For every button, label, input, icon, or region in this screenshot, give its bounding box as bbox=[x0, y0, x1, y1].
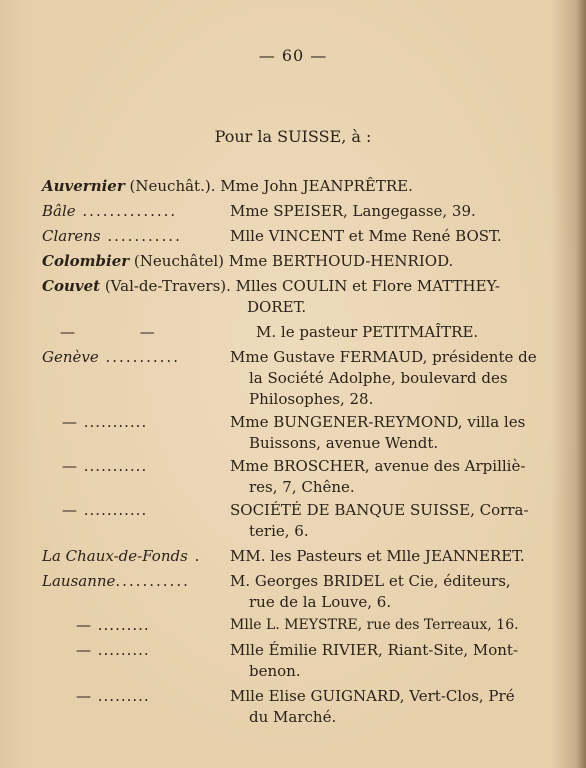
place-note: (Neuchât.). bbox=[124, 177, 221, 195]
ditto-mark: — — bbox=[60, 323, 155, 341]
place-name: Auvernier bbox=[42, 177, 125, 195]
list-item bbox=[0, 571, 586, 613]
place-name: Genève bbox=[42, 348, 99, 366]
entry-line: Mme BUNGENER-REYMOND, villa les bbox=[230, 413, 526, 431]
entry-text bbox=[230, 500, 548, 542]
place-column bbox=[42, 201, 228, 222]
list-item bbox=[0, 176, 586, 197]
entry-line: Mlle Émilie RIVIER, Riant-Site, Mont- bbox=[230, 641, 519, 659]
place-note: (Val-de-Travers). bbox=[100, 277, 236, 295]
entry-text bbox=[230, 226, 548, 247]
page-number: — 60 — bbox=[258, 46, 328, 65]
entry-line: du Marché. bbox=[249, 708, 337, 726]
place-name: Couvet bbox=[42, 277, 101, 295]
entry-line: Mlle L. MEYSTRE, rue des Terreaux, 16. bbox=[230, 617, 519, 633]
ditto-mark: — ......... bbox=[76, 641, 150, 659]
list-item bbox=[0, 500, 586, 542]
leader-dots: ........... bbox=[115, 572, 190, 590]
leader-dots: . bbox=[187, 547, 202, 565]
entry-line: benon. bbox=[249, 662, 301, 680]
section-heading: Pour la SUISSE, à : bbox=[214, 127, 372, 146]
entry-text bbox=[230, 347, 548, 410]
entry-text bbox=[230, 615, 548, 636]
entry-line: Mme John JEANPRÊTRE. bbox=[220, 177, 413, 195]
list-item bbox=[0, 546, 586, 567]
list-item bbox=[0, 347, 586, 410]
entry-line: MM. les Pasteurs et Mlle JEANNERET. bbox=[230, 547, 525, 565]
entry-text bbox=[230, 546, 548, 567]
list-item bbox=[0, 615, 586, 636]
entry-line: Buissons, avenue Wendt. bbox=[249, 434, 439, 452]
place-column bbox=[42, 226, 228, 247]
entry-line: M. Georges BRIDEL et Cie, éditeurs, bbox=[230, 572, 511, 590]
entry-text bbox=[42, 176, 548, 197]
entry-text bbox=[230, 686, 548, 728]
place-name: Colombier bbox=[42, 252, 130, 270]
leader-dots: .............. bbox=[75, 202, 178, 220]
entry-line: SOCIÉTÉ DE BANQUE SUISSE, Corra- bbox=[230, 501, 529, 519]
entry-line: rue de la Louve, 6. bbox=[249, 593, 392, 611]
entry-line: la Société Adolphe, boulevard des bbox=[249, 369, 508, 387]
entry-line: res, 7, Chêne. bbox=[249, 478, 355, 496]
entry-text bbox=[230, 412, 548, 454]
entry-line: M. le pasteur PETITMAÎTRE. bbox=[256, 323, 479, 341]
entry-text bbox=[42, 251, 548, 272]
entry-line: Mme BROSCHER, avenue des Arpilliè- bbox=[230, 457, 526, 475]
place-name: La Chaux-de-Fonds bbox=[42, 547, 188, 565]
list-item bbox=[0, 276, 586, 318]
entry-line: Mlle VINCENT et Mme René BOST. bbox=[230, 227, 502, 245]
address-list bbox=[0, 176, 586, 728]
entry-line: Mlles COULIN et Flore MATTHEY- bbox=[235, 277, 500, 295]
ditto-mark: — ......... bbox=[76, 616, 150, 634]
entry-text bbox=[230, 201, 548, 222]
list-item bbox=[0, 322, 586, 343]
entry-line: Mme SPEISER, Langegasse, 39. bbox=[230, 202, 476, 220]
entry-line: Mlle Elise GUIGNARD, Vert-Clos, Pré bbox=[230, 687, 515, 705]
list-item bbox=[0, 686, 586, 728]
entry-line: terie, 6. bbox=[249, 522, 309, 540]
place-column bbox=[42, 546, 228, 567]
ditto-mark: — ......... bbox=[76, 687, 150, 705]
ditto-mark: — ........... bbox=[62, 457, 148, 475]
list-item bbox=[0, 201, 586, 222]
ditto-mark: — ........... bbox=[62, 501, 148, 519]
place-column bbox=[42, 347, 228, 368]
entry-line: Mme Gustave FERMAUD, présidente de bbox=[230, 348, 537, 366]
place-note: (Neuchâtel) bbox=[129, 252, 229, 270]
entry-text bbox=[230, 571, 548, 613]
list-item bbox=[0, 640, 586, 682]
place-column bbox=[42, 571, 228, 592]
list-item bbox=[0, 226, 586, 247]
place-name: Clarens bbox=[42, 227, 101, 245]
list-item bbox=[0, 412, 586, 454]
entry-line: Mme BERTHOUD-HENRIOD. bbox=[228, 252, 454, 270]
place-name: Bâle bbox=[42, 202, 76, 220]
entry-line: DORET. bbox=[247, 298, 307, 316]
leader-dots: ........... bbox=[98, 348, 180, 366]
entry-text bbox=[42, 276, 548, 318]
entry-text bbox=[230, 456, 548, 498]
place-name: Lausanne bbox=[42, 572, 116, 590]
entry-line: Philosophes, 28. bbox=[249, 390, 374, 408]
entry-text bbox=[230, 640, 548, 682]
entry-text bbox=[256, 322, 548, 343]
list-item bbox=[0, 456, 586, 498]
list-item bbox=[0, 251, 586, 272]
leader-dots: ........... bbox=[100, 227, 182, 245]
ditto-mark: — ........... bbox=[62, 413, 148, 431]
